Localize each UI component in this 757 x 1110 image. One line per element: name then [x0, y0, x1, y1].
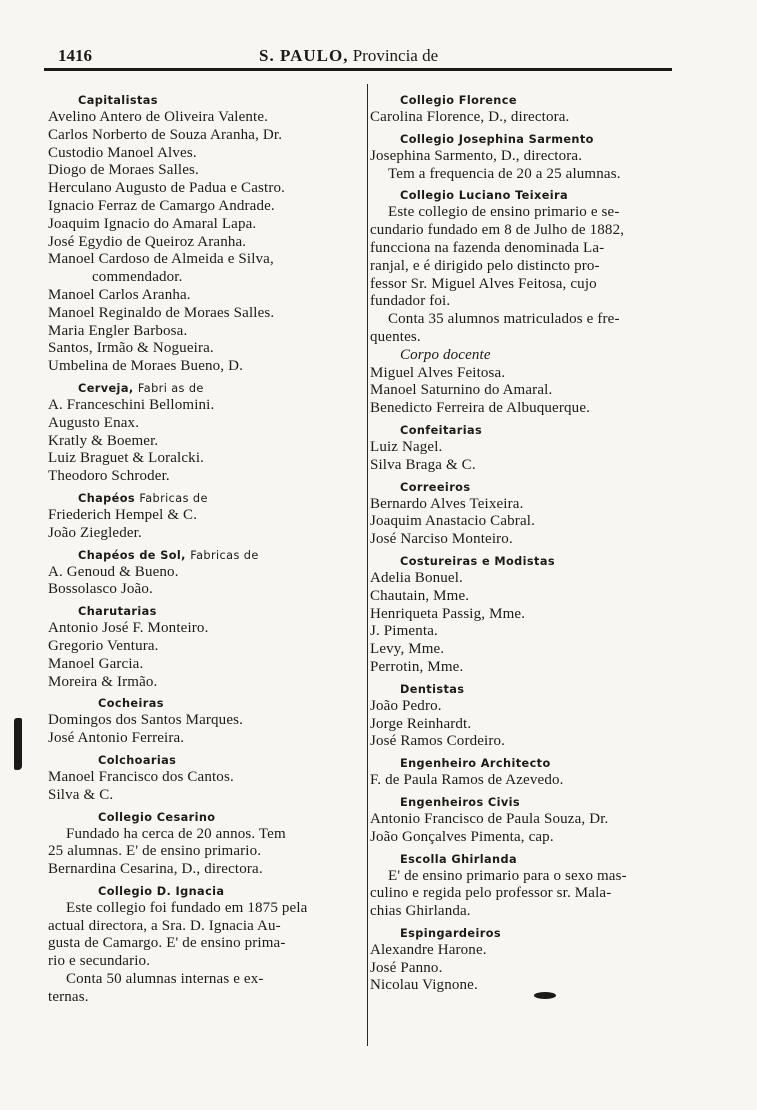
entry: Antonio José F. Monteiro.	[48, 620, 209, 637]
entry: Silva & C.	[48, 786, 114, 803]
entry: Levy, Mme.	[370, 641, 445, 658]
entry: Joaquim Ignacio do Amaral Lapa.	[48, 215, 257, 232]
entry: José Egydio de Queiroz Aranha.	[48, 233, 247, 250]
section-heading-chapeos	[48, 486, 364, 507]
entry: Manoel Reginaldo de Moraes Salles.	[48, 304, 275, 321]
entry: Miguel Alves Feitosa.	[370, 364, 506, 381]
running-title	[259, 46, 438, 66]
entry: quentes.	[370, 328, 421, 345]
entry: Adelia Bonuel.	[370, 569, 463, 586]
entry: Luiz Nagel.	[370, 438, 443, 455]
entry: Bernardina Cesarina, D., directora.	[48, 861, 263, 878]
entry: Manoel Saturnino do Amaral.	[370, 382, 553, 399]
entry: Jorge Reinhardt.	[370, 715, 472, 732]
entry: Manoel Francisco dos Cantos.	[48, 768, 234, 785]
entry: Este collegio de ensino primario e se-	[388, 204, 620, 221]
entry: Carolina Florence, D., directora.	[370, 109, 570, 125]
section-heading-espingardeiros: Espingardeiros	[400, 926, 502, 940]
entry: fessor Sr. Miguel Alves Feitosa, cujo	[370, 275, 597, 292]
entry: funcciona na fazenda denominada La-	[370, 239, 605, 256]
header-rule	[44, 68, 672, 71]
section-heading-confeitarias: Confeitarias	[400, 423, 483, 437]
entry: A. Genoud & Bueno.	[48, 563, 179, 580]
entry: Luiz Braguet & Loralcki.	[48, 450, 205, 467]
section-heading-cerveja	[48, 376, 364, 397]
entry: Manoel Cardoso de Almeida e Silva,	[48, 251, 274, 268]
entry: Gregorio Ventura.	[48, 637, 159, 654]
section-heading-correeiros: Correeiros	[400, 480, 471, 494]
section-heading-costureiras-e-modistas: Costureiras e Modistas	[400, 554, 556, 568]
entry: Santos, Irmão & Nogueira.	[48, 340, 214, 357]
entry: Maria Engler Barbosa.	[48, 322, 188, 339]
right-column	[370, 88, 700, 995]
heading-text: Chapéos de Sol,	[78, 548, 186, 562]
entry: Manoel Garcia.	[48, 655, 144, 672]
entry: ternas.	[48, 988, 89, 1005]
section-heading-collegio-luciano-teixeira: Collegio Luciano Teixeira	[400, 189, 569, 203]
entry: Ignacio Ferraz de Camargo Andrade.	[48, 197, 275, 214]
entry: Chautain, Mme.	[370, 587, 470, 604]
entry: João Gonçalves Pimenta, cap.	[370, 828, 554, 845]
entry: João Ziegleder.	[48, 524, 142, 541]
page-number: 1416	[58, 46, 92, 65]
section-heading-collegio-cesarino: Collegio Cesarino	[98, 810, 216, 824]
entry: Augusto Enax.	[48, 414, 140, 431]
section-heading-collegio-josephina-sarmento: Collegio Josephina Sarmento	[400, 132, 594, 146]
entry: Perrotin, Mme.	[370, 658, 464, 675]
entry: Silva Braga & C.	[370, 456, 476, 473]
entry: A. Franceschini Bellomini.	[48, 396, 215, 413]
entry: chias Ghirlanda.	[370, 903, 471, 920]
entry: gusta de Camargo. E' de ensino prima-	[48, 935, 286, 952]
entry: culino e regida pelo professor sr. Mala-	[370, 885, 612, 902]
entry: cundario fundado em 8 de Julho de 1882,	[370, 222, 625, 239]
entry: Manoel Carlos Aranha.	[48, 286, 191, 303]
page-header	[44, 44, 676, 68]
entry: Kratly & Boemer.	[48, 432, 159, 449]
entry: Avelino Antero de Oliveira Valente.	[48, 109, 269, 125]
entry: commendador.	[92, 269, 183, 286]
heading-text: Cerveja,	[78, 381, 134, 395]
entry: Domingos dos Santos Marques.	[48, 712, 244, 729]
entry: actual directora, a Sra. D. Ignacia Au-	[48, 917, 281, 934]
heading-subtitle: Fabri as de	[137, 381, 204, 395]
entry: Joaquim Anastacio Cabral.	[370, 513, 535, 530]
entry: João Pedro.	[370, 697, 442, 714]
entry: F. de Paula Ramos de Azevedo.	[370, 772, 564, 789]
section-heading-colchoarias: Colchoarias	[98, 753, 177, 767]
entry: Theodoro Schroder.	[48, 468, 170, 485]
entry: José Antonio Ferreira.	[48, 730, 185, 747]
entry: J. Pimenta.	[370, 623, 438, 640]
entry: 25 alumnas. E' de ensino primario.	[48, 843, 262, 860]
section-heading-dentistas: Dentistas	[400, 682, 465, 696]
margin-ink-mark	[14, 718, 22, 770]
column-divider	[367, 84, 368, 1046]
entry: Diogo de Moraes Salles.	[48, 162, 199, 179]
entry: Bossolasco João.	[48, 581, 153, 598]
entry: Antonio Francisco de Paula Souza, Dr.	[370, 810, 609, 827]
entry: Henriqueta Passig, Mme.	[370, 605, 526, 622]
section-heading-chapeos-de-sol	[48, 543, 364, 564]
city-name: S. PAULO,	[259, 46, 349, 65]
entry: Josephina Sarmento, D., directora.	[370, 147, 583, 164]
entry: Moreira & Irmão.	[48, 673, 158, 690]
entry: Tem a frequencia de 20 a 25 alumnas.	[388, 165, 621, 182]
entry: fundador foi.	[370, 293, 451, 310]
entry: Carlos Norberto de Souza Aranha, Dr.	[48, 126, 283, 143]
entry: Este collegio foi fundado em 1875 pela	[66, 899, 308, 916]
heading-subtitle: Fabricas de	[139, 491, 208, 505]
entry: ranjal, e é dirigido pelo distincto pro-	[370, 257, 600, 274]
entry: Herculano Augusto de Padua e Castro.	[48, 180, 286, 197]
entry: Benedicto Ferreira de Albuquerque.	[370, 400, 591, 417]
entry: Nicolau Vignone.	[370, 977, 478, 994]
section-heading-escolla-ghirlanda: Escolla Ghirlanda	[400, 852, 518, 866]
entry: José Narciso Monteiro.	[370, 531, 513, 548]
entry: Friederich Hempel & C.	[48, 506, 198, 523]
entry: Alexandre Harone.	[370, 941, 487, 958]
entry: Conta 35 alumnos matriculados e fre-	[388, 311, 620, 328]
left-column	[48, 88, 364, 1007]
section-heading-capitalistas: Capitalistas	[78, 94, 158, 107]
entry: Conta 50 alumnas internas e ex-	[66, 971, 264, 988]
entry: rio e secundario.	[48, 953, 151, 970]
section-heading-charutarias: Charutarias	[78, 605, 157, 619]
entry: Bernardo Alves Teixeira.	[370, 495, 524, 512]
section-heading-collegio-florence: Collegio Florence	[400, 94, 517, 107]
entry: Fundado ha cerca de 20 annos. Tem	[66, 825, 286, 842]
heading-subtitle: Fabricas de	[190, 548, 259, 562]
province-label: Provincia de	[352, 46, 439, 65]
section-heading-engenheiros-civis: Engenheiros Civis	[400, 795, 521, 809]
heading-text: Chapéos	[78, 491, 135, 505]
section-heading-cocheiras: Cocheiras	[98, 697, 164, 711]
section-heading-engenheiro-architecto: Engenheiro Architecto	[400, 757, 551, 771]
section-heading-collegio-d-ignacia: Collegio D. Ignacia	[98, 884, 225, 898]
entry: E' de ensino primario para o sexo mas-	[388, 867, 627, 884]
entry: José Ramos Cordeiro.	[370, 733, 506, 750]
entry: Custodio Manoel Alves.	[48, 144, 197, 161]
entry: José Panno.	[370, 959, 443, 976]
corpo-docente-label: Corpo docente	[400, 346, 491, 363]
entry: Umbelina de Moraes Bueno, D.	[48, 358, 243, 375]
